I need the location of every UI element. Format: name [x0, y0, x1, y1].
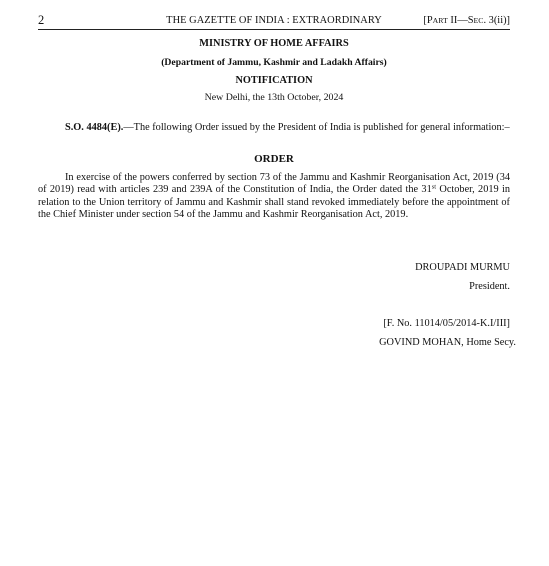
intro-text: —The following Order issued by the President of India is published for general information:– [123, 122, 510, 133]
file-number: [F. No. 11014/05/2014-K.I/III] [383, 318, 510, 329]
notification-heading: NOTIFICATION [235, 75, 313, 86]
dateline: New Delhi, the 13th October, 2024 [204, 92, 344, 103]
gazette-title: THE GAZETTE OF INDIA : EXTRAORDINARY [166, 15, 382, 26]
order-paragraph: In exercise of the powers conferred by section 73 of the Jammu and Kashmir Reorganisation Act, 2019 (34 of 2019) read with articles 239 and 239A of the Constitution of India, the Order dated the 31st October, 2019 in relation to the Union territory of Jammu and Kashmir shall stand revoked immediately before the appointment of the Chief Minister under section 54 of the Jammu and Kashmir Reorganisation Act, 2019. [38, 172, 510, 220]
page-header [38, 13, 510, 30]
home-secretary: GOVIND MOHAN, Home Secy. [379, 337, 516, 348]
page-number: 2 [38, 13, 45, 27]
intro-paragraph [38, 122, 510, 134]
so-number: S.O. 4484(E). [65, 122, 124, 133]
part-section-label: [PART II—SEC. 3(ii)] [423, 15, 510, 26]
signatory-name: DROUPADI MURMU [415, 262, 510, 273]
signatory-title: President. [469, 281, 510, 292]
ministry-heading: MINISTRY OF HOME AFFAIRS [199, 38, 349, 49]
department-heading: (Department of Jammu, Kashmir and Ladakh Affairs) [161, 57, 387, 68]
order-heading: ORDER [254, 153, 294, 165]
